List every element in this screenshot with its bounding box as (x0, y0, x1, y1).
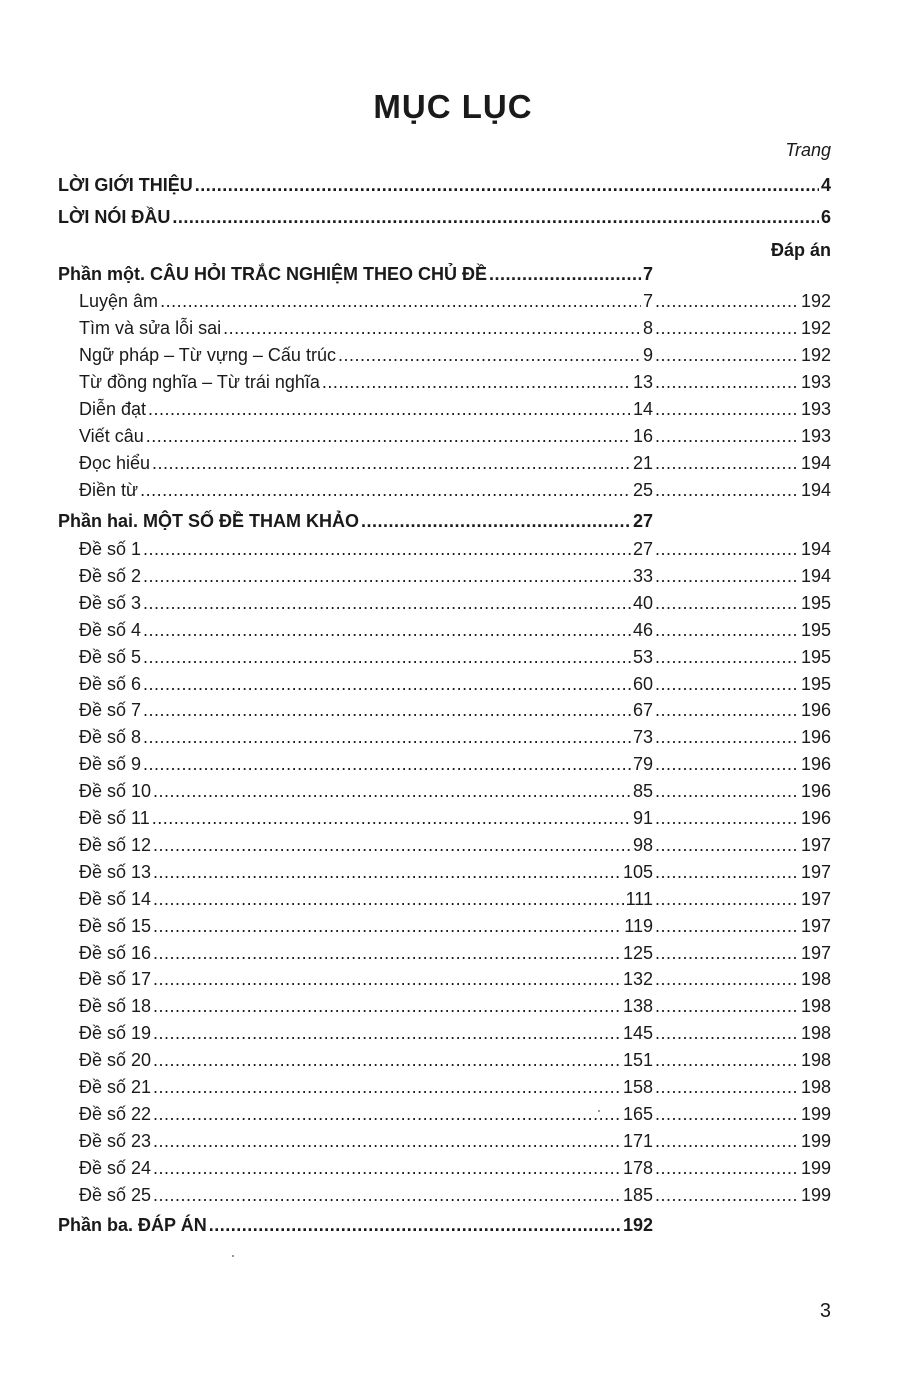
toc-entry[interactable] (79, 644, 831, 670)
toc-entry-label: LỜI GIỚI THIỆU (58, 175, 193, 195)
toc-entry[interactable] (79, 859, 831, 885)
leader-dots (655, 832, 799, 858)
leader-dots (655, 1047, 799, 1073)
toc-entry-label: Đề số 7 (79, 700, 142, 721)
toc-entry-page: 21 (632, 453, 653, 473)
toc-entry-answer-page: 197 (800, 942, 831, 963)
toc-entry-answer-group (653, 590, 831, 616)
toc-entry[interactable] (79, 423, 831, 449)
toc-entry-answer-group (653, 1020, 831, 1046)
toc-entry-page: 9 (642, 345, 653, 365)
toc-entry-page: 178 (622, 1157, 653, 1178)
leader-dots (489, 261, 641, 287)
toc-entry-label: Đề số 24 (79, 1157, 152, 1178)
toc-entry-answer-page: 192 (800, 345, 831, 365)
toc-entry-label: Đề số 22 (79, 1103, 152, 1124)
leader-dots (655, 617, 799, 643)
leader-dots (655, 450, 799, 476)
toc-entry-answer-page: 198 (800, 1077, 831, 1097)
toc-entry-label: Luyện âm (79, 291, 159, 311)
leader-dots (153, 940, 621, 966)
leader-dots (655, 886, 799, 912)
toc-entry-answer-group (653, 1128, 831, 1154)
toc-entry-answer-page: 195 (800, 646, 831, 667)
leader-dots (655, 563, 799, 589)
leader-dots (153, 1047, 621, 1073)
leader-dots (153, 1182, 621, 1208)
answer-column-header: Đáp án (770, 240, 831, 260)
toc-entry-answer-group (653, 1101, 831, 1127)
toc-entry[interactable] (79, 288, 831, 314)
leader-dots (655, 859, 799, 885)
leader-dots (172, 204, 819, 230)
toc-entry-page: 4 (820, 175, 831, 195)
toc-entry[interactable] (79, 536, 831, 562)
toc-entry-label: Đề số 14 (79, 888, 152, 909)
toc-entry-answer-group (653, 369, 831, 395)
toc-entry-answer-group (653, 342, 831, 368)
leader-dots (148, 396, 631, 422)
toc-entry-front[interactable] (58, 204, 831, 230)
toc-entry-page: 132 (622, 969, 653, 990)
toc-entry-page: 85 (632, 781, 653, 802)
leader-dots (153, 859, 621, 885)
toc-entry-answer-page: 194 (800, 453, 831, 473)
toc-entry-label: Đề số 8 (79, 727, 142, 748)
leader-dots (153, 1020, 621, 1046)
leader-dots (143, 536, 631, 562)
toc-entry-label: LỜI NÓI ĐẦU (58, 207, 171, 227)
toc-entry-answer-group (653, 423, 831, 449)
toc-entry-label: Đề số 15 (79, 915, 152, 936)
toc-entry-label: Đề số 25 (79, 1184, 152, 1205)
leader-dots (655, 671, 799, 697)
toc-entry-answer-group (653, 778, 831, 804)
leader-dots (655, 940, 799, 966)
leader-dots (655, 805, 799, 831)
leader-dots (655, 396, 799, 422)
leader-dots (143, 644, 631, 670)
toc-entry-answer-page: 194 (800, 539, 831, 559)
toc-entry[interactable] (79, 617, 831, 643)
leader-dots (153, 1155, 621, 1181)
toc-entry[interactable] (79, 751, 831, 777)
toc-entry-answer-group (653, 940, 831, 966)
toc-entry[interactable] (79, 315, 831, 341)
toc-entry[interactable] (79, 913, 831, 939)
toc-entry-answer-group (653, 288, 831, 314)
toc-entry[interactable] (79, 724, 831, 750)
toc-entry-answer-group (653, 396, 831, 422)
toc-entry-page: 151 (622, 1050, 653, 1071)
leader-dots (143, 724, 631, 750)
toc-entry-answer-page: 199 (800, 1184, 831, 1205)
page-title: MỤC LỤC (373, 88, 533, 125)
leader-dots (655, 751, 799, 777)
toc-entry-page: 119 (624, 915, 653, 936)
leader-dots (209, 1212, 621, 1238)
toc-entry-answer-group (653, 315, 831, 341)
toc-entry-answer-page: 197 (800, 834, 831, 855)
toc-entry-label: Đề số 20 (79, 1050, 152, 1071)
toc-entry-label: Phần một. CÂU HỎI TRẮC NGHIỆM THEO CHỦ ĐỀ (58, 264, 488, 284)
toc-entry-page: 14 (632, 399, 653, 419)
toc-entry-label: Đọc hiểu (79, 453, 151, 473)
leader-dots (655, 778, 799, 804)
toc-entry-page: 53 (632, 646, 653, 667)
toc-entry-label: Đề số 19 (79, 1023, 152, 1044)
leader-dots (322, 369, 631, 395)
toc-entry[interactable] (79, 563, 831, 589)
toc-entry-answer-group (653, 671, 831, 697)
leader-dots (655, 993, 799, 1019)
toc-entry[interactable] (79, 590, 831, 616)
toc-entry-page: 73 (632, 727, 653, 748)
leader-dots (143, 590, 631, 616)
toc-entry-label: Đề số 11 (79, 808, 150, 828)
toc-entry-answer-page: 195 (800, 592, 831, 613)
toc-entry[interactable] (79, 1101, 831, 1127)
toc-entry-label: Tìm và sửa lỗi sai (79, 318, 222, 338)
toc-entry-page: 111 (625, 888, 653, 909)
toc-entry-answer-group (653, 1047, 831, 1073)
leader-dots (655, 697, 799, 723)
toc-entry-page: 46 (632, 619, 653, 640)
toc-entry-answer-group (653, 1074, 831, 1100)
toc-entry-page: 79 (632, 754, 653, 775)
toc-entry-answer-group (653, 617, 831, 643)
leader-dots (143, 697, 631, 723)
leader-dots (655, 644, 799, 670)
toc-entry[interactable] (79, 778, 831, 804)
leader-dots (361, 508, 631, 534)
toc-entry-page: 60 (632, 673, 653, 694)
leader-dots (655, 1155, 799, 1181)
toc-entry-answer-page: 192 (800, 291, 831, 311)
leader-dots (655, 369, 799, 395)
toc-entry-answer-page: 193 (800, 399, 831, 419)
toc-entry-page: 165 (622, 1103, 653, 1124)
toc-entry-answer-page: 198 (800, 1023, 831, 1044)
leader-dots (143, 617, 631, 643)
toc-entry-answer-group (653, 886, 831, 912)
toc-entry-label: Đề số 23 (79, 1130, 152, 1151)
leader-dots (223, 315, 641, 341)
toc-entry[interactable] (79, 1047, 831, 1073)
toc-entry-answer-group (653, 913, 831, 939)
toc-entry-label: Đề số 3 (79, 592, 142, 613)
toc-entry-page: 7 (642, 291, 653, 311)
toc-entry-answer-group (653, 697, 831, 723)
leader-dots (655, 423, 799, 449)
leader-dots (655, 590, 799, 616)
toc-entry-answer-page: 197 (800, 915, 831, 936)
toc-entry[interactable] (79, 805, 831, 831)
toc-entry-page: 145 (622, 1023, 653, 1044)
toc-entry[interactable] (79, 697, 831, 723)
toc-entry[interactable] (79, 1074, 831, 1100)
toc-entry-page: 91 (632, 808, 653, 828)
leader-dots (655, 966, 799, 992)
toc-entry-answer-page: 198 (800, 1050, 831, 1071)
toc-entry[interactable] (79, 993, 831, 1019)
toc-entry-page: 185 (622, 1184, 653, 1205)
toc-entry-page: 98 (632, 834, 653, 855)
toc-entry-label: Đề số 2 (79, 565, 142, 586)
leader-dots (655, 1182, 799, 1208)
toc-entry-answer-page: 199 (800, 1130, 831, 1151)
toc-entry-answer-group (653, 1155, 831, 1181)
toc-entry-answer-group (653, 751, 831, 777)
leader-dots (143, 671, 631, 697)
toc-entry-answer-group (653, 805, 831, 831)
toc-entry-label: Từ đồng nghĩa – Từ trái nghĩa (79, 372, 320, 392)
leader-dots (152, 805, 631, 831)
toc-entry-answer-page: 195 (800, 619, 831, 640)
toc-entry-label: Đề số 16 (79, 942, 152, 963)
toc-entry-label: Đề số 4 (79, 619, 142, 640)
leader-dots (140, 477, 631, 503)
toc-entry-label: Đề số 5 (79, 646, 142, 667)
toc-entry-answer-page: 194 (800, 565, 831, 586)
toc-entry-answer-group (653, 477, 831, 503)
leader-dots (655, 1128, 799, 1154)
toc-entry-page: 67 (632, 700, 653, 721)
leader-dots (153, 913, 622, 939)
toc-entry-answer-page: 196 (800, 781, 831, 802)
toc-entry[interactable] (79, 1020, 831, 1046)
toc-entry-answer-group (653, 644, 831, 670)
leader-dots (153, 832, 631, 858)
toc-entry[interactable] (79, 450, 831, 476)
leader-dots (655, 913, 799, 939)
toc-entry-label: Đề số 18 (79, 996, 152, 1017)
toc-entry-label: Ngữ pháp – Từ vựng – Cấu trúc (79, 345, 336, 365)
leader-dots (153, 1128, 621, 1154)
toc-entry[interactable] (79, 886, 831, 912)
toc-entry[interactable] (79, 832, 831, 858)
print-speck (232, 1255, 234, 1257)
toc-entry-answer-page: 198 (800, 969, 831, 990)
toc-entry-label: Phần ba. ĐÁP ÁN (58, 1215, 207, 1235)
leader-dots (153, 886, 624, 912)
toc-entry-label: Diễn đạt (79, 399, 147, 419)
toc-entry-page: 125 (622, 942, 653, 963)
leader-dots (160, 288, 641, 314)
toc-entry-answer-page: 193 (800, 426, 831, 446)
toc-entry-page: 192 (622, 1215, 653, 1235)
toc-entry-page: 138 (622, 996, 653, 1017)
toc-part-heading[interactable] (58, 508, 653, 534)
leader-dots (655, 342, 799, 368)
toc-entry-answer-group (653, 832, 831, 858)
toc-entry-front[interactable] (58, 172, 831, 198)
toc-entry-answer-page: 197 (800, 861, 831, 882)
leader-dots (655, 1101, 799, 1127)
toc-entry-label: Đề số 12 (79, 834, 152, 855)
leader-dots (655, 536, 799, 562)
leader-dots (153, 1074, 621, 1100)
toc-entry-page: 7 (642, 264, 653, 284)
toc-entry-page: 8 (642, 318, 653, 338)
toc-entry[interactable] (79, 1155, 831, 1181)
leader-dots (153, 993, 621, 1019)
leader-dots (655, 1074, 799, 1100)
leader-dots (655, 477, 799, 503)
toc-entry-answer-group (653, 450, 831, 476)
toc-entry-answer-group (653, 536, 831, 562)
print-speck (598, 1110, 600, 1112)
toc-entry-page: 171 (622, 1130, 653, 1151)
toc-entry-answer-page: 194 (800, 480, 831, 500)
toc-entry-page: 6 (820, 207, 831, 227)
toc-entry[interactable] (79, 671, 831, 697)
toc-entry-page: 105 (622, 861, 653, 882)
toc-part-heading[interactable] (58, 1212, 653, 1238)
toc-entry-page: 33 (632, 565, 653, 586)
toc-entry-page: 27 (632, 511, 653, 531)
toc-entry-answer-group (653, 724, 831, 750)
leader-dots (143, 563, 631, 589)
toc-entry-answer-page: 193 (800, 372, 831, 392)
leader-dots (195, 172, 819, 198)
toc-entry-answer-page: 196 (800, 727, 831, 748)
toc-entry-label: Đề số 13 (79, 861, 152, 882)
toc-entry-answer-group (653, 993, 831, 1019)
toc-entry-label: Đề số 10 (79, 781, 152, 802)
leader-dots (655, 1020, 799, 1046)
toc-entry-label: Đề số 1 (79, 539, 142, 559)
toc-entry-answer-page: 195 (800, 673, 831, 694)
toc-entry-label: Đề số 9 (79, 754, 142, 775)
toc-entry-page: 25 (632, 480, 653, 500)
leader-dots (338, 342, 641, 368)
toc-entry-answer-group (653, 859, 831, 885)
leader-dots (153, 778, 631, 804)
toc-entry[interactable] (79, 940, 831, 966)
toc-entry[interactable] (79, 477, 831, 503)
toc-entry[interactable] (79, 369, 831, 395)
leader-dots (153, 1101, 621, 1127)
page-number: 3 (819, 1300, 831, 1322)
leader-dots (152, 450, 631, 476)
leader-dots (655, 315, 799, 341)
toc-entry-answer-group (653, 563, 831, 589)
toc-entry-page: 158 (622, 1077, 653, 1097)
toc-entry-page: 16 (632, 426, 653, 446)
toc-entry-answer-page: 192 (800, 318, 831, 338)
toc-entry-label: Viết câu (79, 426, 144, 446)
toc-entry[interactable] (79, 966, 831, 992)
toc-entry-answer-page: 196 (800, 700, 831, 721)
leader-dots (143, 751, 631, 777)
toc-entry-answer-page: 199 (800, 1103, 831, 1124)
toc-entry-label: Đề số 17 (79, 969, 152, 990)
leader-dots (146, 423, 631, 449)
toc-entry-label: Đề số 6 (79, 673, 142, 694)
toc-entry[interactable] (79, 342, 831, 368)
toc-entry-answer-group (653, 966, 831, 992)
toc-entry[interactable] (79, 1128, 831, 1154)
toc-entry-answer-page: 198 (800, 996, 831, 1017)
toc-entry-label: Phần hai. MỘT SỐ ĐỀ THAM KHẢO (58, 511, 360, 531)
toc-entry-page: 13 (632, 372, 653, 392)
toc-entry[interactable] (79, 396, 831, 422)
toc-entry-label: Đề số 21 (79, 1077, 152, 1097)
leader-dots (655, 724, 799, 750)
toc-entry-answer-group (653, 1182, 831, 1208)
toc-entry-answer-page: 197 (800, 888, 831, 909)
toc-entry-page: 40 (632, 592, 653, 613)
toc-part-heading[interactable] (58, 261, 653, 287)
toc-entry-answer-page: 199 (800, 1157, 831, 1178)
toc-entry-answer-page: 196 (800, 754, 831, 775)
page-column-header: Trang (785, 140, 831, 160)
toc-entry-label: Điền từ (79, 480, 139, 500)
toc-entry-answer-page: 196 (800, 808, 831, 828)
leader-dots (655, 288, 799, 314)
leader-dots (153, 966, 621, 992)
toc-entry-page: 27 (632, 539, 653, 559)
toc-entry[interactable] (79, 1182, 831, 1208)
